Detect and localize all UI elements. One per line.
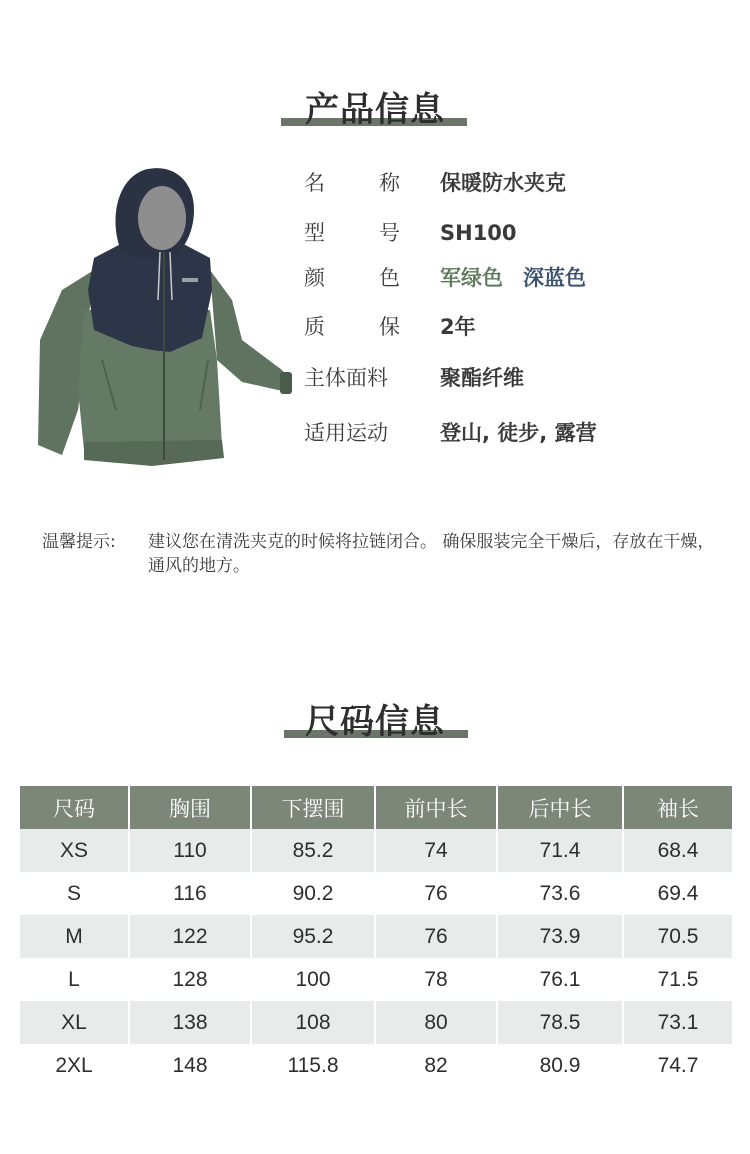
table-cell: 73.1 bbox=[624, 1001, 732, 1044]
size-table bbox=[20, 786, 732, 1087]
spec-label-text bbox=[304, 168, 400, 198]
table-cell: 90.2 bbox=[252, 872, 376, 915]
table-cell: 116 bbox=[130, 872, 252, 915]
jacket-image bbox=[32, 160, 297, 470]
spec-value-material: 聚酯纤维 bbox=[440, 366, 524, 390]
table-cell: 82 bbox=[376, 1044, 498, 1087]
table-cell: 76 bbox=[376, 915, 498, 958]
header-sleeve-length: 袖长 bbox=[624, 786, 732, 829]
size-table-header-row bbox=[20, 786, 732, 829]
header-front-length: 前中长 bbox=[376, 786, 498, 829]
spec-label-text bbox=[304, 263, 400, 293]
spec-label-char: 型 bbox=[304, 221, 325, 245]
product-info-title: 产品信息 bbox=[305, 90, 445, 130]
table-cell: 76.1 bbox=[498, 958, 624, 1001]
table-cell: 2XL bbox=[20, 1044, 130, 1087]
spec-label-warranty bbox=[304, 312, 400, 342]
color-option-navy: 深蓝色 bbox=[523, 266, 586, 290]
spec-value-name: 保暖防水夹克 bbox=[440, 171, 566, 195]
table-cell: 85.2 bbox=[252, 829, 376, 872]
header-back-length: 后中长 bbox=[498, 786, 624, 829]
product-info-heading bbox=[0, 82, 750, 130]
table-cell: M bbox=[20, 915, 130, 958]
spec-label-char: 称 bbox=[379, 171, 400, 195]
spec-label-material: 主体面料 bbox=[304, 366, 388, 390]
table-row bbox=[20, 915, 732, 958]
size-info-heading bbox=[0, 694, 750, 742]
table-cell: 115.8 bbox=[252, 1044, 376, 1087]
table-row bbox=[20, 872, 732, 915]
spec-label-color bbox=[304, 263, 400, 293]
color-option-army-green: 军绿色 bbox=[440, 266, 503, 290]
table-row bbox=[20, 958, 732, 1001]
table-cell: S bbox=[20, 872, 130, 915]
spec-label-char: 号 bbox=[379, 221, 400, 245]
size-info-title: 尺码信息 bbox=[305, 702, 445, 742]
spec-label-text bbox=[304, 312, 400, 342]
table-row bbox=[20, 829, 732, 872]
header-hem: 下摆围 bbox=[252, 786, 376, 829]
spec-label-model bbox=[304, 218, 400, 248]
table-cell: 80 bbox=[376, 1001, 498, 1044]
table-cell: L bbox=[20, 958, 130, 1001]
spec-label-sports: 适用运动 bbox=[304, 421, 388, 445]
table-cell: 76 bbox=[376, 872, 498, 915]
table-row bbox=[20, 1001, 732, 1044]
table-cell: 122 bbox=[130, 915, 252, 958]
table-cell: 69.4 bbox=[624, 872, 732, 915]
table-cell: 95.2 bbox=[252, 915, 376, 958]
spec-label-text bbox=[304, 218, 400, 248]
header-size: 尺码 bbox=[20, 786, 130, 829]
table-cell: 138 bbox=[130, 1001, 252, 1044]
table-cell: 78.5 bbox=[498, 1001, 624, 1044]
table-cell: XS bbox=[20, 829, 130, 872]
spec-label-char: 名 bbox=[304, 171, 325, 195]
table-cell: XL bbox=[20, 1001, 130, 1044]
table-cell: 70.5 bbox=[624, 915, 732, 958]
spec-label-char: 质 bbox=[304, 315, 325, 339]
table-cell: 100 bbox=[252, 958, 376, 1001]
header-chest: 胸围 bbox=[130, 786, 252, 829]
table-cell: 128 bbox=[130, 958, 252, 1001]
spec-label-char: 色 bbox=[379, 266, 400, 290]
table-cell: 148 bbox=[130, 1044, 252, 1087]
spec-label-name bbox=[304, 168, 400, 198]
spec-label-char: 颜 bbox=[304, 266, 325, 290]
table-cell: 108 bbox=[252, 1001, 376, 1044]
table-row bbox=[20, 1044, 732, 1087]
table-cell: 74 bbox=[376, 829, 498, 872]
spec-value-warranty: 2年 bbox=[440, 315, 476, 339]
table-cell: 68.4 bbox=[624, 829, 732, 872]
care-tip-label: 温馨提示: bbox=[42, 532, 116, 552]
spec-value-color bbox=[440, 263, 586, 293]
table-cell: 78 bbox=[376, 958, 498, 1001]
table-cell: 73.6 bbox=[498, 872, 624, 915]
table-cell: 74.7 bbox=[624, 1044, 732, 1087]
table-cell: 73.9 bbox=[498, 915, 624, 958]
spec-value-model: SH100 bbox=[440, 221, 517, 245]
table-cell: 110 bbox=[130, 829, 252, 872]
care-tip-text: 建议您在清洗夹克的时候将拉链闭合。 确保服装完全干燥后，存放在干燥，通风的地方。 bbox=[148, 532, 715, 576]
spec-label-char: 保 bbox=[379, 315, 400, 339]
spec-value-sports: 登山, 徒步, 露营 bbox=[440, 421, 597, 445]
table-cell: 71.5 bbox=[624, 958, 732, 1001]
table-cell: 80.9 bbox=[498, 1044, 624, 1087]
table-cell: 71.4 bbox=[498, 829, 624, 872]
